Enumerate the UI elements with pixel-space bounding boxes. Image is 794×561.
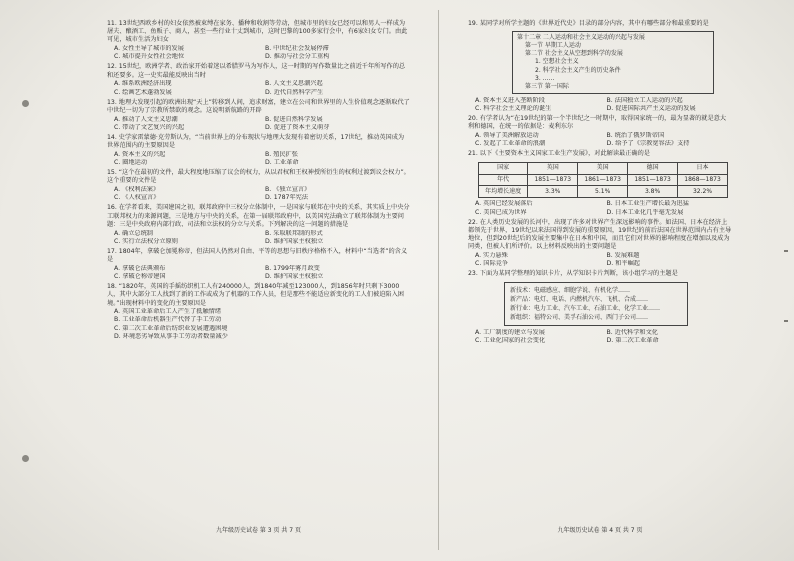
question-18 xyxy=(107,283,410,341)
question-stem: 22. 在人类历史发展的长河中，出现了许多对世界产生深远影响的事件。如法国、日本在经济上都领先于世界，19世纪以来法国得到发展的重要原因，19世纪的前后法国在世界范围内占有主导地位，但到20世纪后的发展主要集中在日本和中国，而且它们对世界的影响程度在增加以及成为同类，但被人们所评价。以上材料反映出的主要问题是 xyxy=(468,218,732,251)
answer-option: B. 工业革命后机器生产代替了手工劳动 xyxy=(114,316,222,324)
toc-line: 第三节 第一国际 xyxy=(525,82,569,90)
answer-option: B. 促进自然科学发展 xyxy=(265,115,323,123)
answer-options xyxy=(475,329,732,345)
answer-option: B. 1799年雾月政变 xyxy=(265,264,320,272)
answer-option: D. 促进了资本主义萌芽 xyxy=(265,123,330,131)
answer-option: B. 法国独立工人运动的兴起 xyxy=(606,96,683,104)
question-14 xyxy=(107,134,410,167)
page-divider xyxy=(438,10,439,550)
table-of-contents-box xyxy=(512,31,714,94)
answer-option: B. 采取联邦制的形式 xyxy=(265,229,323,237)
answer-option: A. 维系欧洲经济出现 xyxy=(114,80,172,88)
toc-line: 第二节 社会主义从空想到科学的发展 xyxy=(525,50,623,58)
toc-line: 第一节 早期工人运动 xyxy=(525,42,581,50)
table-cell: 1851—1873 xyxy=(528,174,578,186)
answer-option: A. 英国工业革命后工人产生了抵触情绪 xyxy=(114,308,222,316)
answer-option: A. 《权利法案》 xyxy=(114,186,160,194)
question-stem: 19. 某同学对所学主题的《世界近代史》目录的部分内容，其中有哪些部分和最重要的是 xyxy=(468,20,709,27)
question-23 xyxy=(468,270,732,345)
answer-option: B. 发展难题 xyxy=(606,252,640,259)
table-header-cell: 日本 xyxy=(678,162,728,174)
answer-option: A. 实力悬殊 xyxy=(475,252,508,259)
table-cell: 3.8% xyxy=(628,186,678,198)
page-footer: 九年级历史试卷 第 4 页 共 7 页 xyxy=(557,527,643,535)
answer-option: C. 美国已成为世界 xyxy=(475,208,527,216)
answer-options xyxy=(114,116,410,132)
table-row xyxy=(479,186,728,198)
answer-options xyxy=(475,252,732,268)
answer-option: D. 第二次工业革命 xyxy=(606,336,659,344)
question-21 xyxy=(468,150,732,216)
table-header-cell: 德国 xyxy=(628,162,678,174)
question-stem: 21. 以下《主要资本主义国家工业生产发展》，对此解读最正确的是 xyxy=(468,150,650,158)
answer-option: B. 中世纪社会发展停滞 xyxy=(265,45,329,53)
answer-option: D. 日本工业化几乎毫无发展 xyxy=(606,208,684,216)
answer-option: A. 英国已经发展落后 xyxy=(475,200,533,208)
answer-option: A. 拿破仑法典颁布 xyxy=(114,264,166,272)
table-cell: 1851—1873 xyxy=(628,174,678,186)
answer-option: C. 实行立法权分立原则 xyxy=(114,237,178,245)
card-line: 新行业：电力工业、汽车工业、石油工业、化学工业…… xyxy=(510,304,661,312)
answer-option: A. 确立总统制 xyxy=(114,229,153,237)
exam-page-right xyxy=(468,20,732,535)
answer-option: D. 1787年宪法 xyxy=(265,194,309,202)
answer-option: C. 圈地运动 xyxy=(114,159,148,166)
table-header-row xyxy=(479,162,728,174)
answer-option: B. 人文主义思潮兴起 xyxy=(265,80,323,88)
answer-option: C. 国际竞争 xyxy=(475,260,509,268)
answer-options xyxy=(475,132,732,148)
answer-option: C. 拿破仑称帝建国 xyxy=(114,272,166,280)
question-stem: 11. 13世纪西欧乡村的妇女依然被束缚在家务、播种和收割等劳动，但城市里的妇女已经可以和男人一样成为屠夫、酿酒工、鱼贩子、商人，甚至一些行业十丈到城市，这时巴黎的100多家行会中，有6家妇女专门。由此可见，城市生活为妇女 xyxy=(107,20,408,44)
table-cell: 3.3% xyxy=(528,186,578,198)
answer-option: A. 工厂制度的建立与发展 xyxy=(475,328,545,336)
answer-options xyxy=(114,308,410,341)
question-stem: 18. “1820年，英国的手摇纺织机工人有240000人，到1840年减至123000人，到1856年时只剩下3000人，其中大部分工人找到了新的工作或成为了机器的工作人员，但是那些不能适应新变化的工人们被迫陷入困境。”出现材料中的变化的主要原因是 xyxy=(107,283,404,307)
answer-option: A. 资本主义的兴起 xyxy=(114,150,166,158)
answer-option: A. 资本主义进入垄断阶段 xyxy=(475,96,545,104)
answer-option: D. 近代自然科学产生 xyxy=(265,88,324,96)
table-header-cell: 国家 xyxy=(479,162,528,174)
exam-page-left xyxy=(107,20,410,535)
answer-option: C. 发起了工业革命的浪潮 xyxy=(475,140,546,148)
answer-options xyxy=(114,45,410,61)
answer-option: D. 推动与社会分工重构 xyxy=(265,53,330,61)
page-footer: 九年级历史试卷 第 3 页 共 7 页 xyxy=(215,527,302,535)
answer-options xyxy=(475,200,732,216)
question-16 xyxy=(107,204,410,245)
answer-option: D. 工业革命 xyxy=(265,159,299,166)
binding-hole-top xyxy=(22,100,29,107)
answer-options xyxy=(114,186,410,202)
question-list xyxy=(107,20,410,341)
question-20 xyxy=(468,115,732,148)
table-cell: 32.2% xyxy=(678,186,728,198)
answer-options xyxy=(114,265,410,281)
question-stem: 14. 史学家雷蒙德·克劳斯认为，“当前世界上的分布现状与地理大发现有着密切关系，17世纪，推动英国成为世界范围内的主要原因是 xyxy=(107,133,405,150)
card-line: 新组织：福特公司、美孚石油公司、西门子公司…… xyxy=(510,313,649,321)
answer-options xyxy=(114,230,410,246)
answer-option: C. 工业化国家的社会变化 xyxy=(475,336,546,344)
table-cell: 1861—1873 xyxy=(578,174,628,186)
answer-option: A. 领导了美洲解放运动 xyxy=(475,132,539,140)
toc-line: 第十二章 二人运动和社会主义运动的兴起与发展 xyxy=(517,34,645,42)
question-13 xyxy=(107,99,410,132)
toc-line: 2. 科学社会主义产生的历史条件 xyxy=(535,66,621,74)
question-19 xyxy=(468,20,732,113)
table-cell: 1868—1873 xyxy=(678,174,728,186)
answer-option: C. 科学社会主义理论的诞生 xyxy=(475,105,552,113)
answer-option: D. 维护国家主权独立 xyxy=(265,272,324,280)
answer-option: C. 《人权宣言》 xyxy=(114,194,160,202)
card-line: 新技术：电磁感应、细胞学说、有机化学…… xyxy=(510,286,631,294)
question-stem: 13. 地理大发现引起的欧洲出现“天上”转移到人间，追求财富，建立在公司和世界里的人生价值观念逐渐取代了中世纪一切为了宗教所禁欲的观念。这说明新航路的开辟 xyxy=(107,98,410,114)
answer-option: C. 城市提升女性社会地位 xyxy=(114,53,185,61)
answer-option: D. 促进国际共产主义运动的发展 xyxy=(606,105,696,113)
card-line: 新产品：电灯、电话、内燃机汽车、飞机、合成…… xyxy=(510,295,649,303)
question-stem: 16. 在学者看来，美国建国之初，联邦政府中三权分立体制中，一是国家与联邦在中央的关系，其实质上中央分工联邦权力的来源问题，三是地方与中央的关系，在第一届联邦政府中，以美国宪法确立了联邦体制为主要问题：三是中央政府内部行政、司法和立法权的分立与关系。下列解决的这一问题的措施是 xyxy=(107,204,410,228)
binding-hole-bottom xyxy=(22,455,29,462)
edge-mark xyxy=(784,250,788,252)
answer-option: C. 带动了文艺复兴的兴起 xyxy=(114,123,185,131)
question-11 xyxy=(107,20,410,61)
table-header-cell: 美国 xyxy=(578,162,628,174)
knowledge-card xyxy=(504,282,688,326)
question-stem: 20. 有学者认为“在19世纪的第一个半世纪之一时期中，取得国家统一的，最为显著的就是意大利和德国，在统一的依据是：麦利东尔 xyxy=(468,115,727,131)
answer-option: D. 环境恶劣导致从事手工劳动者数量减少 xyxy=(114,332,228,340)
question-stem: 23. 下面为某同学整理的知识卡片，从学知识卡片判断，该小组学习的主题是 xyxy=(468,270,678,278)
answer-option: A. 女性主导了城市的发展 xyxy=(114,45,184,53)
answer-options xyxy=(475,97,732,113)
edge-mark xyxy=(784,320,788,322)
answer-option: D. 给予了《宗教宽容法》支持 xyxy=(606,140,690,148)
table-row xyxy=(479,174,728,186)
answer-option: A. 推动了人文主义思潮 xyxy=(114,115,178,123)
question-stem: 17. 1804年，拿破仑加冕称帝，但法国人仍然对自由、平等的思想与旧秩序格格不入，材料中“当选者”的含义是 xyxy=(107,247,408,264)
question-15 xyxy=(107,169,410,202)
table-cell: 年均增长速度 xyxy=(479,186,528,198)
industrial-growth-table xyxy=(478,162,728,199)
question-22 xyxy=(468,219,732,269)
toc-line: 3. …… xyxy=(535,74,555,82)
question-stem: 12. 15世纪，欧洲学者、政治家开始着迷以希腊罗马为写作人，这一时期的写作数量比之前近千年所写作的总和还要多。这一史实最能反映出当时 xyxy=(107,63,406,79)
answer-option: C. 绘画艺术蓬勃发展 xyxy=(114,88,172,96)
answer-option: B. 《独立宣言》 xyxy=(265,186,311,194)
answer-option: B. 统治了俄罗斯帝国 xyxy=(606,132,665,140)
table-header-cell: 英国 xyxy=(528,162,578,174)
answer-options xyxy=(114,80,410,96)
answer-option: D. 和平崛起 xyxy=(606,260,640,268)
answer-options xyxy=(114,151,410,167)
table-cell: 5.1% xyxy=(578,186,628,198)
question-12 xyxy=(107,63,410,96)
question-17 xyxy=(107,248,410,281)
toc-line: 1. 空想社会主义 xyxy=(535,58,579,66)
answer-option: C. 第二次工业革命后纺织业发展遭遇困境 xyxy=(114,324,228,332)
answer-option: B. 殖民扩张 xyxy=(265,150,298,158)
answer-option: D. 维护国家主权独立 xyxy=(265,237,324,245)
question-stem: 15. “这个在最初的文件，最大程度地压缩了议会的权力，从以君权和王权神授所衍生的权利过渡到议会权力”。这个重要的文件是 xyxy=(107,169,410,185)
answer-option: B. 近代科学和文化 xyxy=(606,328,658,336)
table-cell: 年代 xyxy=(479,174,528,186)
answer-option: B. 日本工业生产增长最为迅猛 xyxy=(606,200,689,208)
